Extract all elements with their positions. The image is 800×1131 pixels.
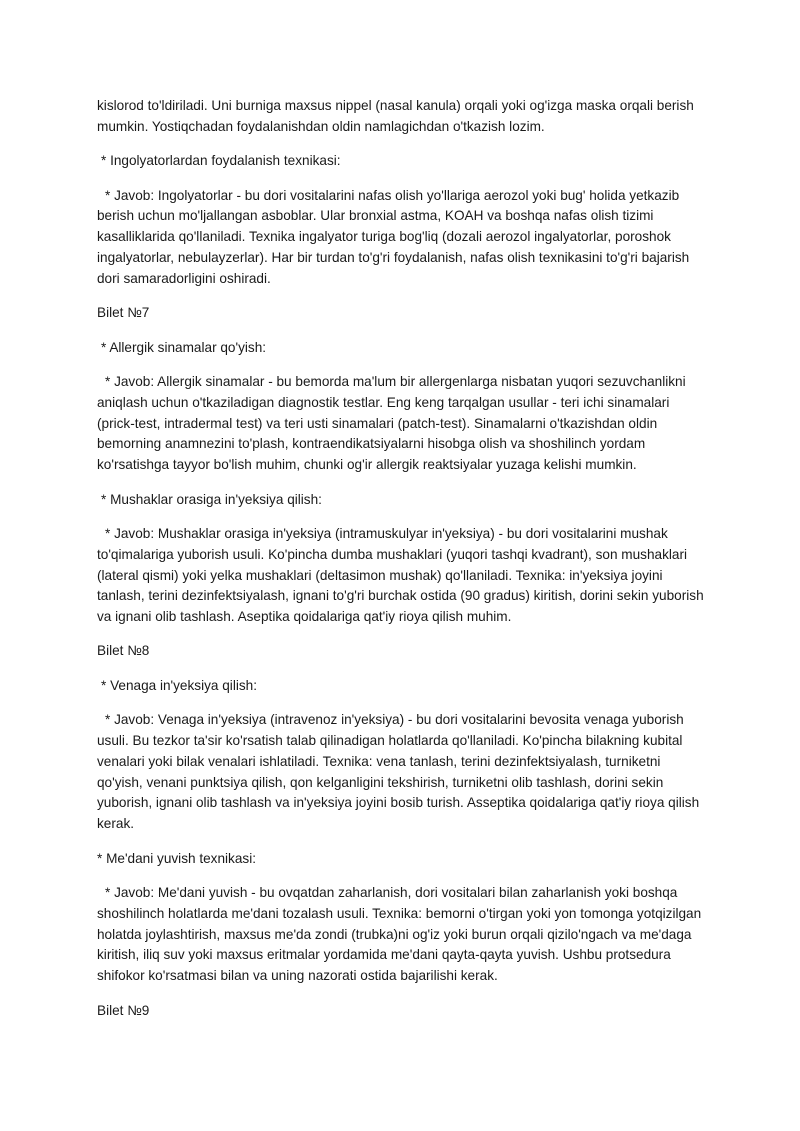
question-inhaler-technique: * Ingolyatorlardan foydalanish texnikasi: — [101, 153, 341, 169]
answer-inhaler-technique: * Javob: Ingolyatorlar - bu dori vositalarini nafas olish yo'llariga aerozol yoki bug' holida yetkazib berish uchun mo'ljallangan asboblar. Ular bronxial astma, KOAH va boshqa nafas olish tizimi kasalliklarida qo'llaniladi. Texnika ingalyator turiga bog'liq (dozali aerozol ingalyatorlar, poroshok ingalyatorlar, nebulayzerlar). Har bir turdan to'g'ri foydalanish, nafas olish texnikasini to'g'ri bajarish dori samaradorligini oshiradi. — [97, 187, 693, 286]
document-page — [97, 96, 709, 1035]
answer-intravenous-injection: * Javob: Venaga in'yeksiya (intravenoz in'yeksiya) - bu dori vositalarini bevosita venaga yuborish usuli. Bu tezkor ta'sir ko'rsatish talab qilinadigan holatlarda qo'llaniladi. Ko'pincha bilakning kubital venalari yoki bilak venalari ishlatiladi. Texnika: vena tanlash, terini dezinfektsiyalash, turniketni qo'yish, venani punktsiya qilish, qon kelganligini tekshirish, turniketni olib tashlash, dorini sekin yuborish, ignani olib tashlash va in'yeksiya joyini bosib turish. Asseptika qoidalariga qat'iy rioya qilish kerak. — [97, 712, 703, 832]
answer-allergy-tests: * Javob: Allergik sinamalar - bu bemorda ma'lum bir allergenlarga nisbatan yuqori sezuvchanlikni aniqlash uchun o'tkaziladigan diagnostik testlar. Eng keng tarqalgan usullar - teri ichi sinamalari (prick-test, intradermal test) va teri usti sinamalari (patch-test). Sinamalarni o'tkazishdan oldin bemorning anamnezini to'plash, kontraendikatsiyalarni hisobga olish va shoshilinch yordam ko'rsatishga tayyor bo'lish muhim, chunki og'ir allergik reaktsiyalar yuzaga kelishi mumkin. — [97, 373, 690, 473]
paragraph-oxygen-continuation: kislorod to'ldiriladi. Uni burniga maxsus nippel (nasal kanula) orqali yoki og'izga maska orqali berish mumkin. Yostiqchadan foydalanishdan oldin namlagichdan o'tkazish lozim. — [97, 98, 698, 134]
question-gastric-lavage: * Me'dani yuvish texnikasi: — [97, 850, 256, 866]
question-intravenous-injection: * Venaga in'yeksiya qilish: — [101, 677, 257, 693]
question-intramuscular-injection: * Mushaklar orasiga in'yeksiya qilish: — [101, 491, 322, 507]
ticket-heading-9: Bilet №9 — [97, 1002, 150, 1018]
ticket-heading-7: Bilet №7 — [97, 305, 150, 321]
ticket-heading-8: Bilet №8 — [97, 643, 150, 659]
answer-intramuscular-injection: * Javob: Mushaklar orasiga in'yeksiya (intramuskulyar in'yeksiya) - bu dori vositalarini mushak to'qimalariga yuborish usuli. Ko'pincha dumba mushaklari (yuqori tashqi kvadrant), son mushaklari (lateral qismi) yoki yelka mushaklari (deltasimon mushak) qo'llaniladi. Texnika: in'yeksiya joyini tanlash, terini dezinfektsiyalash, ignani to'g'ri burchak ostida (90 gradus) kiritish, dorini sekin yuborish va ignani olib tashlash. Aseptika qoidalariga qat'iy rioya qilish muhim. — [97, 525, 708, 625]
answer-gastric-lavage: * Javob: Me'dani yuvish - bu ovqatdan zaharlanish, dori vositalari bilan zaharlanish yoki boshqa shoshilinch holatlarda me'dani tozalash usuli. Texnika: bemorni o'tirgan yoki yon tomonga yotqizilgan holatda joylashtirish, maxsus me'da zondi (trubka)ni og'iz yoki burun orqali qizilo'ngach va me'daga kiritish, iliq suv yoki maxsus eritmalar yordamida me'dani qayta-qayta yuvish. Ushbu protsedura shifokor ko'rsatmasi bilan va uning nazorati ostida bajarilishi kerak. — [97, 885, 705, 984]
question-allergy-tests: * Allergik sinamalar qo'yish: — [101, 339, 267, 355]
